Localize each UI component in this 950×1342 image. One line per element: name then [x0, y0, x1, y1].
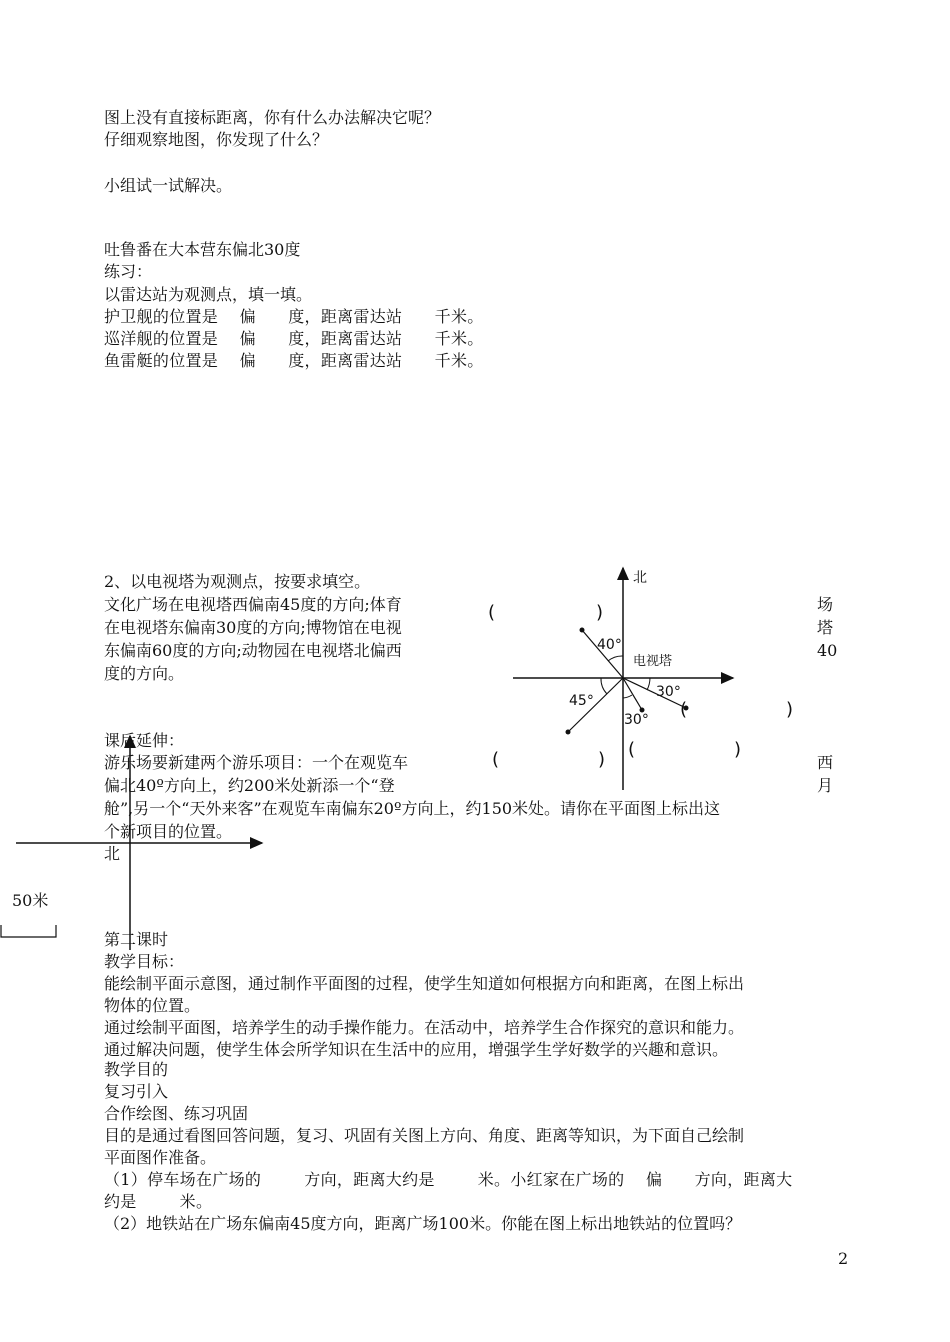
extension-line-2: 偏北40º方向上，约200米处新添一个“登: [104, 776, 395, 795]
practice-line-frigate: 护卫舰的位置是 偏 度，距离雷达站 千米。: [104, 307, 484, 326]
tv-tower-label: 电视塔: [633, 654, 673, 669]
extension-right-word-2: 月: [817, 776, 834, 795]
q2-right-word-1: 场: [817, 595, 834, 614]
angle-arc-nw: [608, 656, 623, 661]
page-number: 2: [838, 1249, 849, 1268]
answer-paren-2-open: (: [680, 699, 688, 720]
north-label: 北: [633, 570, 647, 586]
point-nw: [580, 628, 585, 633]
angle-label-30-east: 30°: [656, 684, 681, 700]
answer-paren-3-close: ): [598, 749, 606, 770]
answer-paren-1-close: ): [596, 602, 604, 623]
tv-tower-direction-diagram: [480, 560, 800, 800]
goal-3: 通过解决问题，使学生体会所学知识在生活中的应用，增强学生学好数学的兴趣和意识。: [104, 1040, 729, 1059]
answer-turpan: 吐鲁番在大本营东偏北30度: [104, 240, 301, 259]
extension-north-label: 北: [104, 844, 121, 863]
q2-title: 2、以电视塔为观测点，按要求填空。: [104, 572, 371, 591]
answer-paren-3-open: (: [492, 749, 500, 770]
goal-1-line-2: 物体的位置。: [104, 996, 201, 1015]
extension-line-3: 舱”,另一个“天外来客”在观览车南偏东20º方向上，约150米处。请你在平面图上标出这: [104, 799, 721, 818]
angle-label-45: 45°: [569, 693, 594, 709]
angle-label-30-south: 30°: [624, 712, 649, 728]
aim-line-2: 平面图作准备。: [104, 1148, 217, 1167]
extension-line-4: 个新项目的位置。: [104, 822, 233, 841]
extension-line-1: 游乐场要新建两个游乐项目：一个在观览车: [104, 753, 409, 772]
teaching-goals-title: 教学目标：: [104, 952, 185, 971]
q2-right-word-3: 40: [817, 641, 838, 660]
question-no-distance: 图上没有直接标距离，你有什么办法解决它呢？: [104, 108, 441, 127]
goal-2: 通过绘制平面图，培养学生的动手操作能力。在活动中，培养学生合作探究的意识和能力。: [104, 1018, 745, 1037]
answer-paren-2-close: ): [786, 699, 794, 720]
amusement-park-axes: [0, 730, 280, 950]
q2-right-word-2: 塔: [817, 618, 834, 637]
angle-arc-e: [647, 678, 650, 690]
exercise-1-line-2: 约是 米。: [104, 1192, 213, 1211]
exercise-2: （2）地铁站在广场东偏南45度方向，距离广场100米。你能在图上标出地铁站的位置吗？: [104, 1214, 742, 1233]
practice-line-cruiser: 巡洋舰的位置是 偏 度，距离雷达站 千米。: [104, 329, 484, 348]
practice-line-torpedo-boat: 鱼雷艇的位置是 偏 度，距离雷达站 千米。: [104, 351, 484, 370]
angle-arc-sw: [601, 678, 607, 694]
extension-title: 课后延伸：: [104, 731, 185, 750]
exercise-1-line-1: （1）停车场在广场的 方向，距离大约是 米。小红家在广场的 偏 方向，距离大: [104, 1170, 793, 1189]
question-observe-map: 仔细观察地图，你发现了什么？: [104, 130, 329, 149]
teaching-purpose: 教学目的: [104, 1060, 169, 1079]
angle-label-40: 40°: [597, 637, 622, 653]
aim-line-1: 目的是通过看图回答问题，复习、巩固有关图上方向、角度、距离等知识，为下面自己绘制: [104, 1126, 745, 1145]
practice-title: 练习：: [104, 262, 153, 281]
review-intro: 复习引入: [104, 1082, 169, 1101]
q2-line-1: 文化广场在电视塔西偏南45度的方向;体育: [104, 595, 402, 614]
answer-paren-4-open: (: [628, 739, 636, 760]
cooperative-drawing: 合作绘图、练习巩固: [104, 1104, 249, 1123]
goal-1-line-1: 能绘制平面示意图，通过制作平面图的过程，使学生知道如何根据方向和距离，在图上标出: [104, 974, 745, 993]
lesson2-title: 第二课时: [104, 930, 169, 949]
answer-paren-1-open: (: [488, 602, 496, 623]
group-try-text: 小组试一试解决。: [104, 176, 233, 195]
q2-line-3: 东偏南60度的方向;动物园在电视塔北偏西: [104, 641, 402, 660]
q2-line-4: 度的方向。: [104, 664, 185, 683]
angle-arc-s: [623, 695, 632, 698]
answer-paren-4-close: ): [734, 739, 742, 760]
point-sw: [566, 730, 571, 735]
extension-right-word-1: 西: [817, 753, 834, 772]
scale-label: 50米: [12, 891, 49, 910]
q2-line-2: 在电视塔东偏南30度的方向;博物馆在电视: [104, 618, 402, 637]
practice-intro: 以雷达站为观测点，填一填。: [104, 285, 313, 304]
scale-bar: [1, 925, 56, 937]
